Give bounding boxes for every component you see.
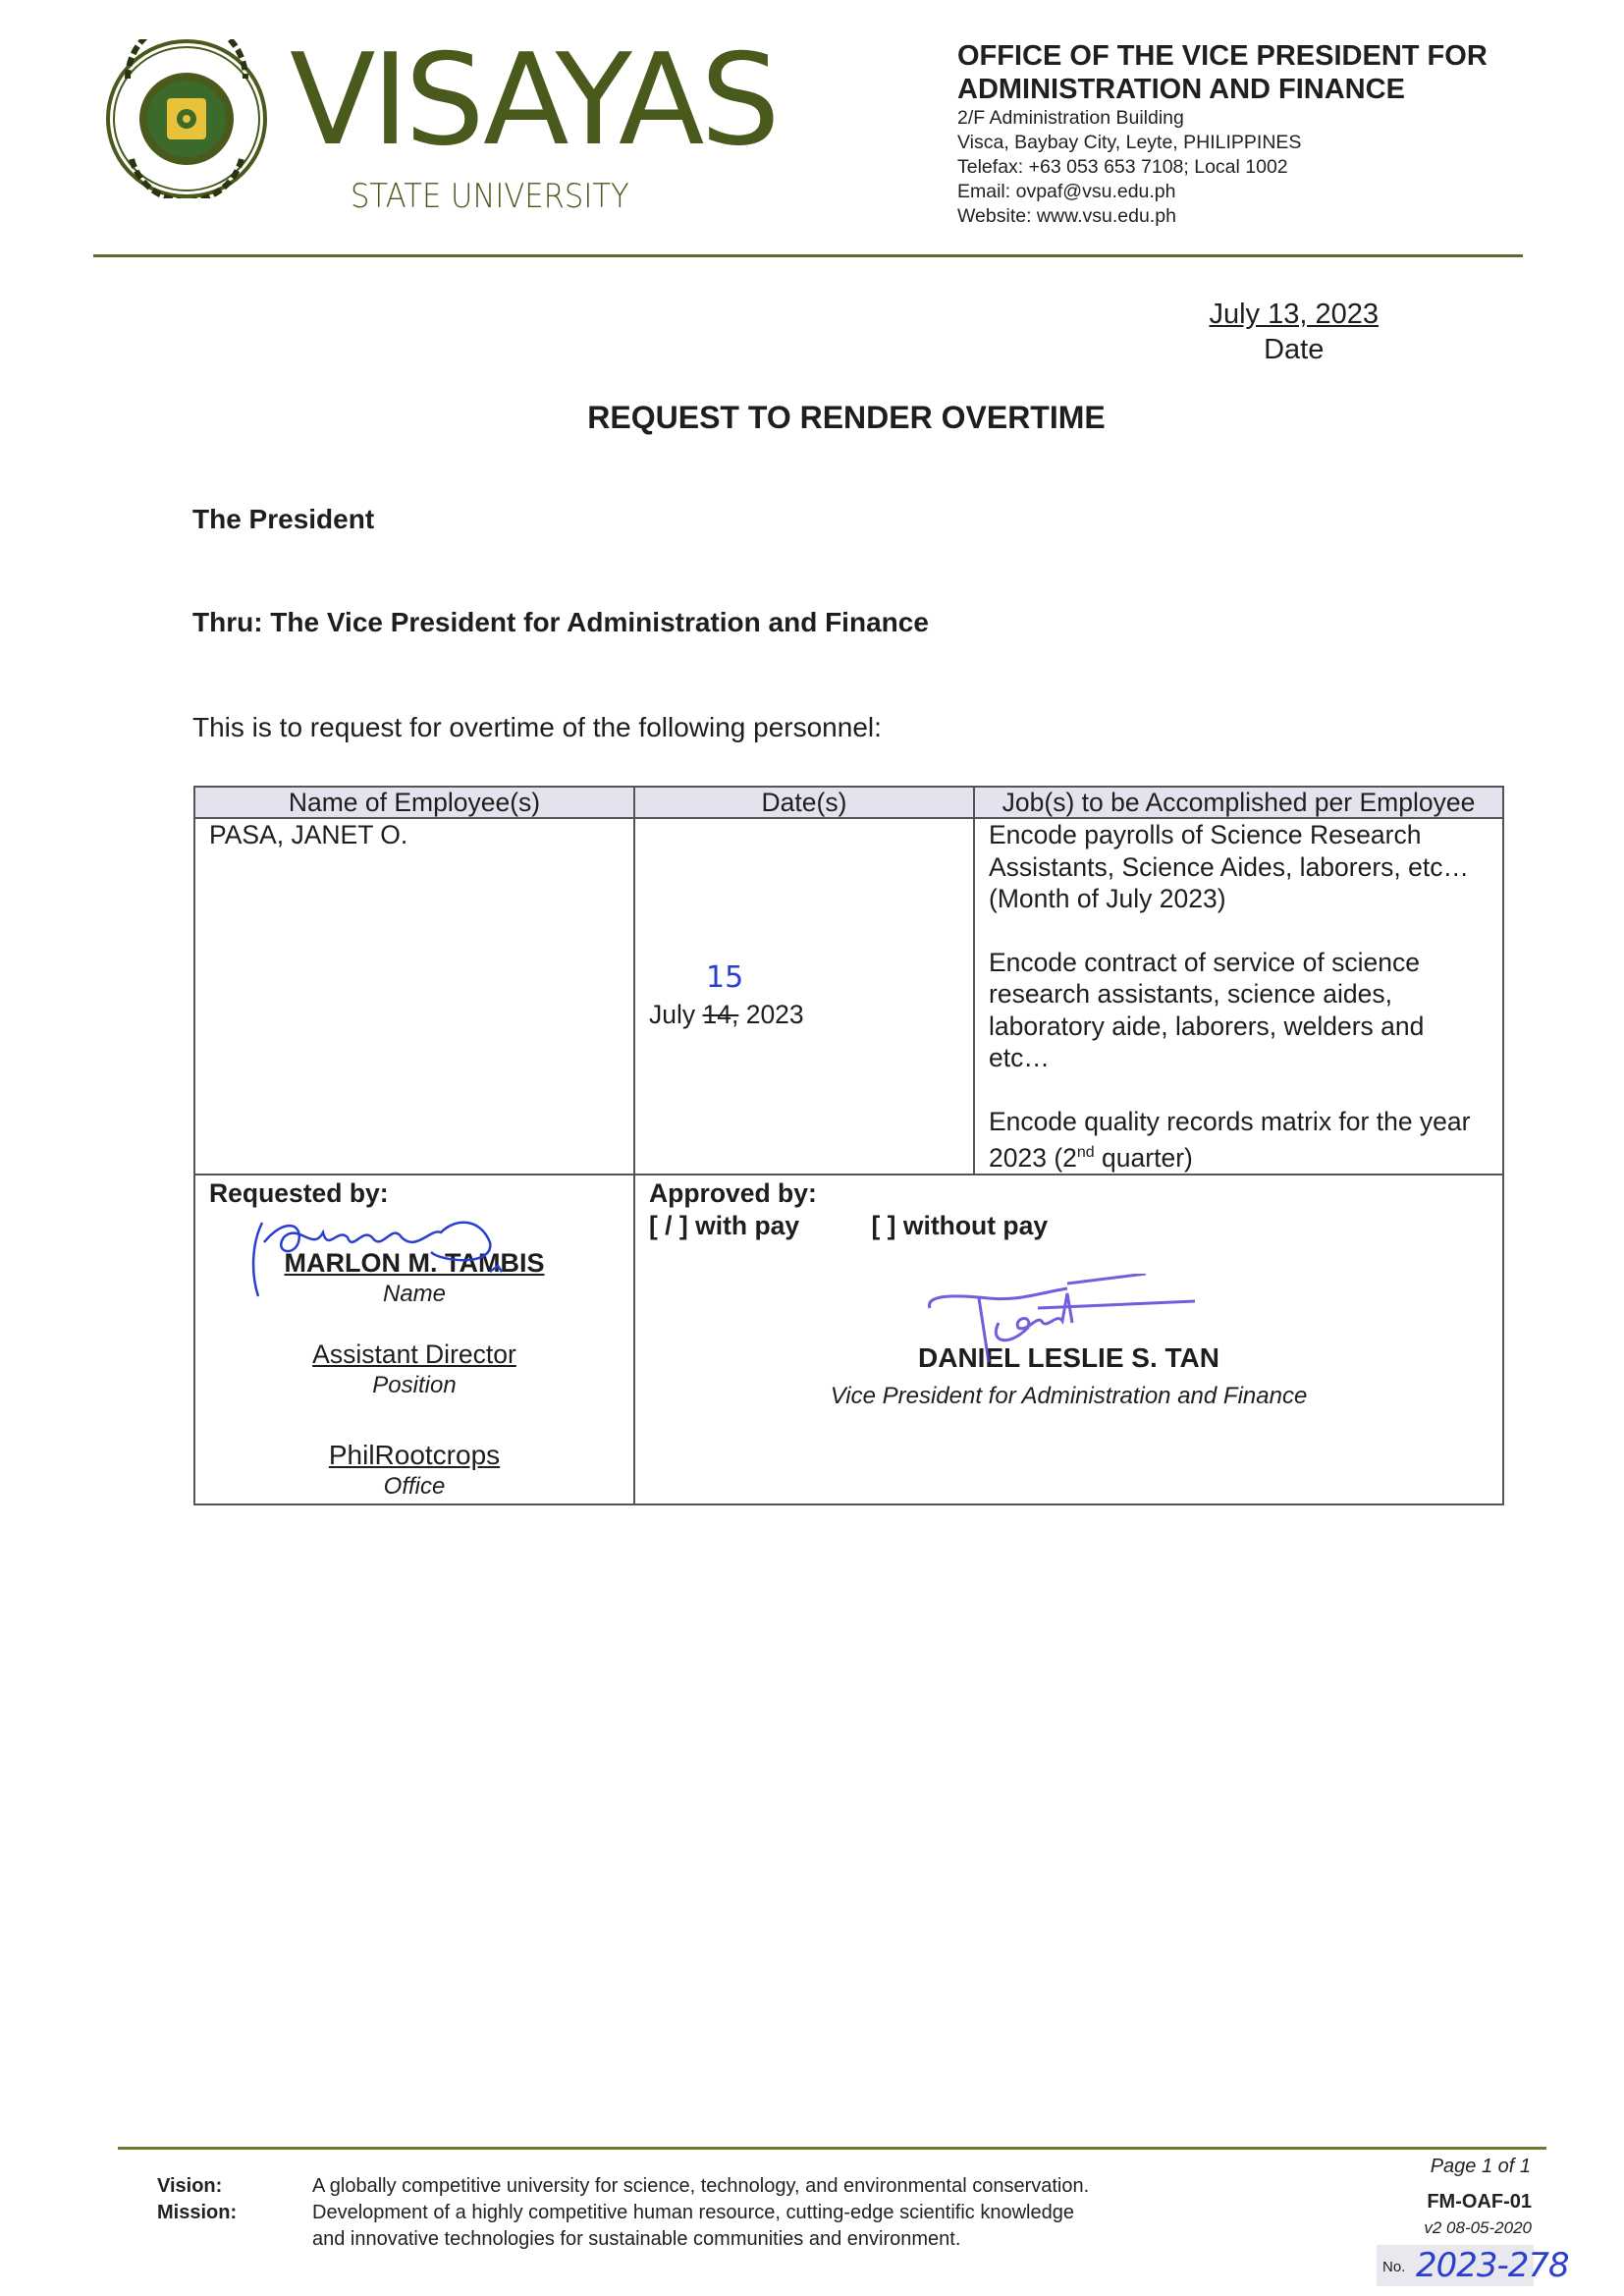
approver-title: Vice President for Administration and Finance	[830, 1383, 1308, 1410]
col-header-dates: Date(s)	[634, 787, 974, 818]
table-row	[194, 818, 1503, 1175]
date-suffix: 2023	[738, 1000, 804, 1030]
date-wrap	[649, 961, 959, 1031]
table-header-row	[194, 787, 1503, 818]
job-item: Encode payrolls of Science Research Assistants, Science Aides, laborers, etc…(Month of July 2023)	[989, 820, 1469, 913]
requester-office: PhilRootcrops	[328, 1439, 501, 1470]
control-number-value: 2023-278	[1416, 2246, 1569, 2285]
pay-options	[649, 1210, 1489, 1242]
wordmark-sub: STATE UNIVERSITY	[351, 177, 629, 216]
control-number-label: No.	[1382, 2259, 1406, 2275]
approver-name: DANIEL LESLIE S. TAN	[918, 1342, 1219, 1374]
document-title: REQUEST TO RENDER OVERTIME	[587, 400, 1106, 435]
addressee: The President	[192, 504, 375, 534]
email: Email: ovpaf@vsu.edu.ph	[957, 181, 1176, 202]
requested-by-cell	[194, 1175, 634, 1504]
job-item: Encode contract of service of science research assistants, science aides, laboratory aide, laborers, welders and etc…	[989, 947, 1425, 1072]
signature-row	[194, 1175, 1503, 1504]
requester-office-label: Office	[383, 1473, 446, 1501]
job-text-end: quarter)	[1094, 1142, 1193, 1173]
office-title-line2: ADMINISTRATION AND FINANCE	[957, 74, 1405, 105]
office-title-line1: OFFICE OF THE VICE PRESIDENT FOR	[957, 40, 1488, 72]
col-header-jobs: Job(s) to be Accomplished per Employee	[974, 787, 1503, 818]
wordmark-main: VISAYAS	[290, 27, 777, 174]
requester-name: MARLON M. TAMBIS	[284, 1247, 545, 1278]
vision-label: Vision:	[157, 2175, 223, 2197]
website: Website: www.vsu.edu.ph	[957, 205, 1176, 227]
approved-by-label: Approved by:	[649, 1178, 817, 1209]
address-line2: Visca, Baybay City, Leyte, PHILIPPINES	[957, 132, 1302, 153]
handwritten-date-correction: 15	[706, 960, 744, 996]
header-divider	[93, 254, 1523, 257]
telefax: Telefax: +63 053 653 7108; Local 1002	[957, 156, 1288, 178]
mission-text-line2: and innovative technologies for sustainable communities and environment.	[312, 2228, 961, 2250]
requester-position-label: Position	[372, 1372, 457, 1399]
job-text: Encode quality records matrix for the year 2023 (2	[989, 1106, 1471, 1173]
employee-name: PASA, JANET O.	[194, 818, 634, 1175]
job-item	[989, 1106, 1489, 1175]
form-version: v2 08-05-2020	[1424, 2218, 1532, 2237]
university-wordmark	[290, 27, 777, 216]
footer-divider	[118, 2147, 1546, 2150]
thru-line: Thru: The Vice President for Administration and Finance	[192, 607, 929, 637]
requester-position: Assistant Director	[312, 1339, 516, 1369]
with-pay-checkbox[interactable]: [ / ] with pay	[649, 1210, 800, 1240]
office-info	[957, 39, 1488, 229]
address-line1: 2/F Administration Building	[957, 107, 1184, 129]
control-number-stamp	[1377, 2245, 1569, 2286]
without-pay-checkbox[interactable]: [ ] without pay	[871, 1210, 1049, 1240]
approved-by-cell	[634, 1175, 1503, 1504]
page-number: Page 1 of 1	[1430, 2156, 1531, 2177]
intro-text: This is to request for overtime of the following personnel:	[192, 712, 882, 742]
vision-text: A globally competitive university for science, technology, and environmental conservation.	[312, 2175, 1090, 2197]
overtime-date	[634, 818, 974, 1175]
requested-by-label: Requested by:	[209, 1178, 389, 1209]
jobs-cell	[974, 818, 1503, 1175]
date-label: Date	[1264, 334, 1325, 365]
form-code: FM-OAF-01	[1427, 2191, 1532, 2213]
overtime-table	[193, 786, 1504, 1505]
date-block	[1209, 297, 1379, 367]
mission-label: Mission:	[157, 2202, 238, 2223]
requester-name-label: Name	[382, 1281, 447, 1308]
university-seal-logo	[106, 39, 267, 198]
job-sup: nd	[1076, 1144, 1095, 1161]
mission-text-line1: Development of a highly competitive human resource, cutting-edge scientific knowledge	[312, 2202, 1074, 2223]
date-value: July 13, 2023	[1209, 299, 1379, 330]
col-header-name: Name of Employee(s)	[194, 787, 634, 818]
date-prefix: July	[649, 1000, 703, 1030]
date-struck: 14,	[702, 1000, 739, 1030]
